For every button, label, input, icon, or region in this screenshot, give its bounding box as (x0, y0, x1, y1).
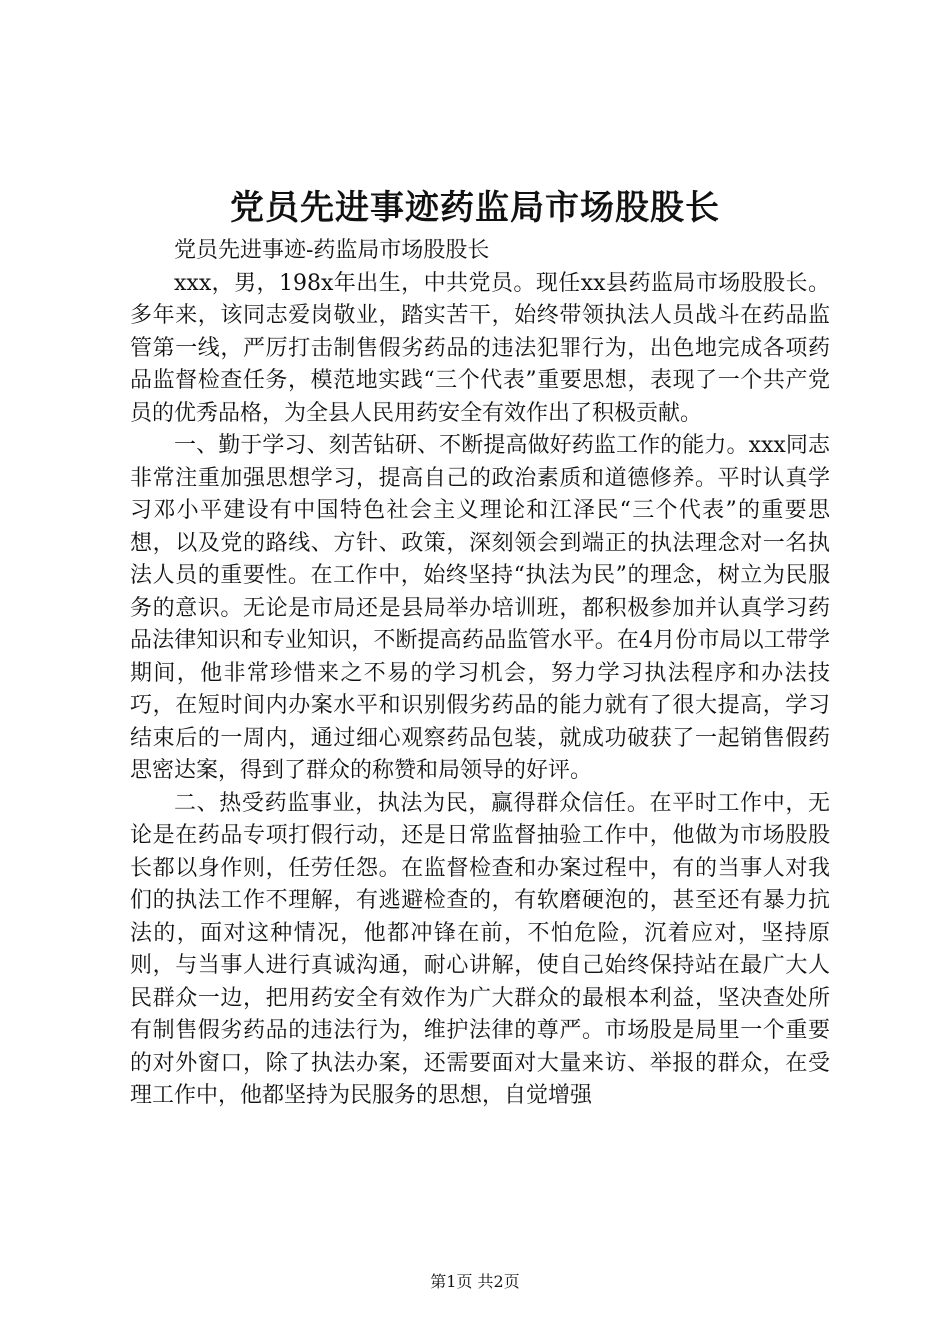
section-one-paragraph: 一、勤于学习、刻苦钻研、不断提高做好药监工作的能力。xxx同志非常注重加强思想学习，提高自己的政治素质和道德修养。平时认真学习邓小平建设有中国特色社会主义理论和江泽民“三个代表”的重要思想，以及党的路线、方针、政策，深刻领会到端正的执法理念对一名执法人员的重要性。在工作中，始终坚持“执法为民”的理念，树立为民服务的意识。无论是市局还是县局举办培训班，都积极参加并认真学习药品法律知识和专业知识，不断提高药品监管水平。在4月份市局以工带学期间，他非常珍惜来之不易的学习机会，努力学习执法程序和办法技巧，在短时间内办案水平和识别假劣药品的能力就有了很大提高，学习结束后的一周内，通过细心观察药品包装，就成功破获了一起销售假药思密达案，得到了群众的称赞和局领导的好评。 (130, 433, 830, 783)
page-title: 党员先进事迹药监局市场股股长 (230, 188, 720, 228)
page-number: 第1页 共2页 (430, 1272, 520, 1291)
document-body (130, 235, 830, 1113)
intro-paragraph: xxx，男，198x年出生，中共党员。现任xx县药监局市场股股长。多年来，该同志爱岗敬业，踏实苦干，始终带领执法人员战斗在药品监管第一线，严厉打击制售假劣药品的违法犯罪行为，出色地完成各项药品监督检查任务，模范地实践“三个代表”重要思想，表现了一个共产党员的优秀品格，为全县人民用药安全有效作出了积极贡献。 (130, 270, 830, 426)
section-two-paragraph: 二、热受药监事业，执法为民，赢得群众信任。在平时工作中，无论是在药品专项打假行动，还是日常监督抽验工作中，他做为市场股股长都以身作则，任劳任怨。在监督检查和办案过程中，有的当事人对我们的执法工作不理解，有逃避检查的，有软磨硬泡的，甚至还有暴力抗法的，面对这种情况，他都冲锋在前，不怕危险，沉着应对，坚持原则，与当事人进行真诚沟通，耐心讲解，使自己始终保持站在最广大人民群众一边，把用药安全有效作为广大群众的最根本利益，坚决查处所有制售假劣药品的违法行为，维护法律的尊严。市场股是局里一个重要的对外窗口，除了执法办案，还需要面对大量来访、举报的群众，在受理工作中，他都坚持为民服务的思想，自觉增强 (130, 790, 830, 1108)
subtitle-paragraph: 党员先进事迹-药监局市场股股长 (174, 238, 490, 263)
